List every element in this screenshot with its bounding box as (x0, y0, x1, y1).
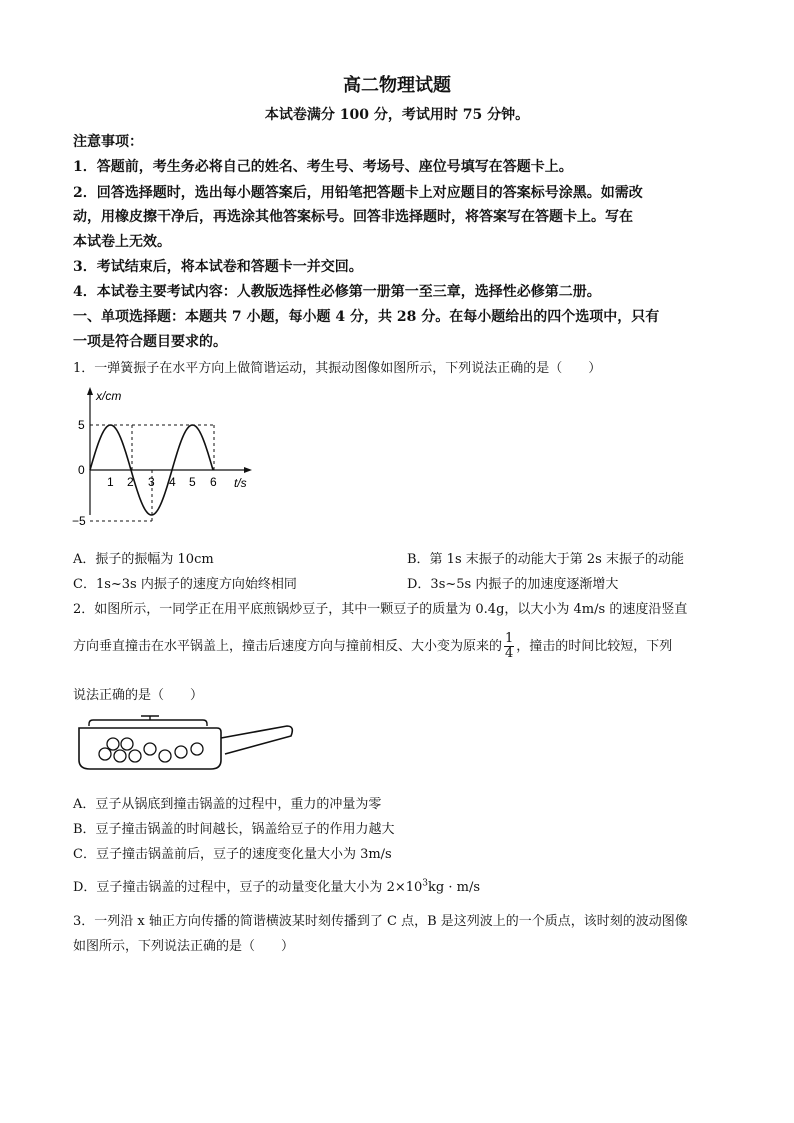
value-unit: kg · m/s (428, 880, 481, 895)
notice-line: 本试卷上无效。 (73, 234, 171, 250)
page-title: 高二物理试题 (343, 75, 451, 96)
x-tick-label: 5 (189, 475, 196, 489)
q1-option-b: B．第 1s 末振子的动能大于第 2s 末振子的动能 (407, 552, 684, 567)
x-tick-label: 1 (107, 475, 114, 489)
y-axis-label: x/cm (96, 389, 122, 403)
x-tick-label: 3 (148, 475, 155, 489)
q1-option-c: C．1s~3s 内振子的速度方向始终相同 (73, 577, 297, 592)
fraction-denominator: 4 (505, 646, 514, 661)
y-tick-label: 0 (78, 463, 85, 477)
q2-option-d (73, 876, 480, 895)
x-tick-label: 2 (127, 475, 134, 489)
q2-stem: 2．如图所示，一同学正在用平底煎锅炒豆子，其中一颗豆子的质量为 0.4g，以大小为 4m/s 的速度沿竖直 (73, 602, 688, 617)
notice-line: 3．考试结束后，将本试卷和答题卡一并交回。 (73, 259, 363, 275)
q1-stem: 1．一弹簧振子在水平方向上做简谐运动，其振动图像如图所示，下列说法正确的是（ ） (73, 361, 602, 376)
q1-option-d: D．3s~5s 内振子的加速度逐渐增大 (407, 577, 619, 592)
notice-line: 动，用橡皮擦干净后，再选涂其他答案标号。回答非选择题时，将答案写在答题卡上。写在 (73, 209, 633, 225)
x-tick-label: 6 (210, 475, 217, 489)
y-tick-label: 5 (78, 418, 85, 432)
q2-option-d-value (387, 880, 480, 895)
page-subtitle: 本试卷满分 100 分，考试用时 75 分钟。 (264, 107, 530, 123)
notice-line: 4．本试卷主要考试内容：人教版选择性必修第一册第一至三章，选择性必修第二册。 (73, 284, 601, 300)
notice-line: 2．回答选择题时，选出每小题答案后，用铅笔把答题卡上对应题目的答案标号涂黑。如需改 (73, 185, 643, 201)
q2-stem-text: 方向垂直撞击在水平锅盖上，撞击后速度方向与撞前相反、大小变为原来的 (73, 639, 503, 654)
q2-option-c: C．豆子撞击锅盖前后，豆子的速度变化量大小为 3m/s (73, 847, 392, 862)
notice-line: 1．答题前，考生务必将自己的姓名、考生号、考场号、座位号填写在答题卡上。 (73, 159, 573, 175)
value-base: 2×10 (386, 880, 423, 895)
q2-option-a: A．豆子从锅底到撞击锅盖的过程中，重力的冲量为零 (73, 797, 382, 812)
section-heading-cont: 一项是符合题目要求的。 (73, 334, 227, 350)
q3-stem: 3．一列沿 x 轴正方向传播的简谐横波某时刻传播到了 C 点，B 是这列波上的一个质点，该时刻的波动图像 (73, 914, 688, 929)
q2-stem-cont (73, 632, 672, 661)
x-tick-label: 4 (169, 475, 176, 489)
section-heading: 一、单项选择题：本题共 7 小题，每小题 4 分，共 28 分。在每小题给出的四个选项中，只有 (73, 309, 660, 325)
fraction (504, 632, 514, 661)
notice-heading: 注意事项： (73, 134, 143, 150)
q2-option-d-text: D．豆子撞击锅盖的过程中，豆子的动量变化量大小为 (73, 880, 383, 895)
q2-stem-end: 说法正确的是（ ） (73, 688, 204, 703)
q1-vibration-graph (70, 383, 270, 533)
q2-option-b: B．豆子撞击锅盖的时间越长，锅盖给豆子的作用力越大 (73, 822, 395, 837)
x-axis-label: t/s (234, 476, 247, 490)
value-exponent: 3 (422, 878, 429, 889)
frying-pan-figure (75, 714, 300, 776)
fraction-numerator: 1 (505, 631, 514, 646)
y-tick-label: −5 (72, 514, 86, 528)
q3-stem-cont: 如图所示，下列说法正确的是（ ） (73, 939, 295, 954)
q1-option-a: A．振子的振幅为 10cm (73, 552, 214, 567)
q2-stem-text: ，撞击的时间比较短，下列 (516, 639, 673, 654)
